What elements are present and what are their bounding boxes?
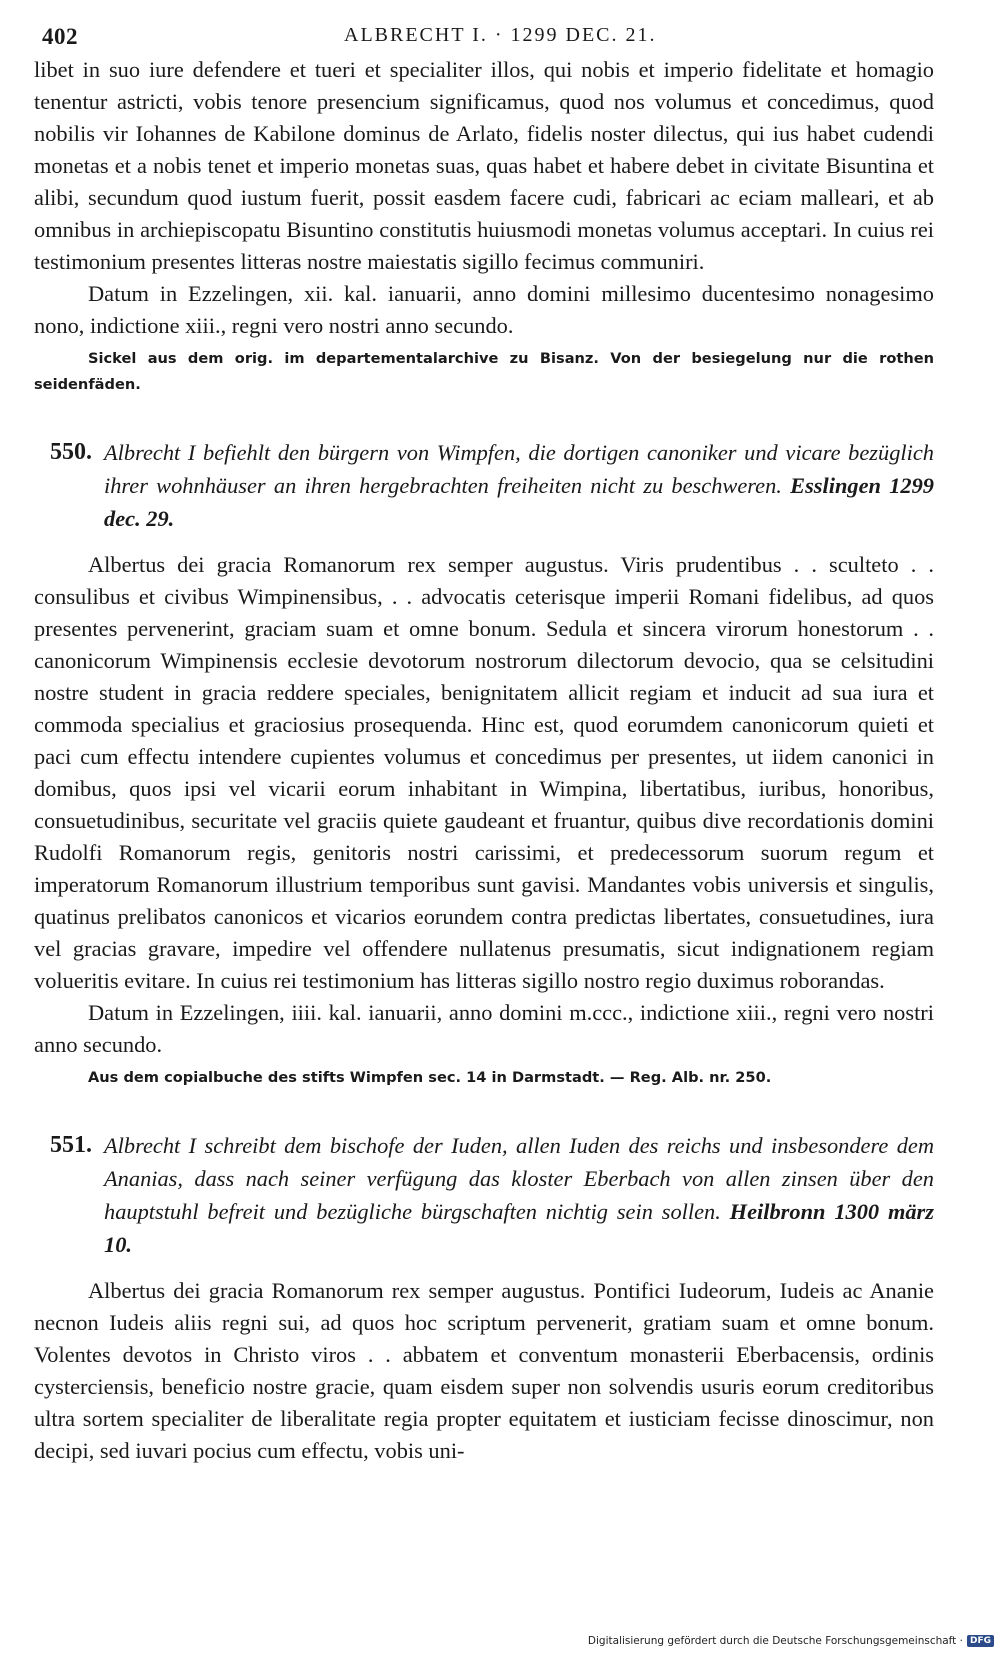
credit-text: Digitalisierung gefördert durch die Deutsche Forschungsgemeinschaft · [587, 1635, 963, 1647]
entry-place-date: Heilbronn 1300 märz 10. [104, 1199, 934, 1257]
page-number: 402 [42, 24, 78, 49]
entry-summary: Albrecht I schreibt dem bischofe der Iuden, allen Iuden des reichs und insbesondere dem Ananias, dass nach seiner verfügung das kloster Eberbach von allen zinsen über den hauptstuhl befreit und bezügliche bürgschaften nichtig sein sollen. [104, 1133, 934, 1224]
continued-text: libet in suo iure defendere et tueri et specialiter illos, qui nobis et imperio fidelitate et homagio tenentur astricti, vobis tenore presencium significamus, quod nos volumus et concedimus, quod nobilis vir Iohannes de Kabilone dominus de Arlato, fidelis noster dilectus, qui ius habet cudendi monetas et a nobis tenet et imperio monetas suas, quas habet et habere debet in civitate Bisuntina et alibi, secundum quod iustum fuerit, possit easdem facere cudi, fabricari ac eciam malleari, et ab omnibus in archiepiscopatu Bisuntino constitutis huiusmodi monetas volumus acceptari. In cuius rei testimonium presentes litteras nostre maiestatis sigillo fecimus communiri. [34, 57, 934, 274]
running-title: ALBRECHT I. · 1299 DEC. 21. [344, 24, 657, 46]
entry-heading-550 [34, 436, 934, 535]
entry-heading-551 [34, 1129, 934, 1261]
datum-line: Datum in Ezzelingen, xii. kal. ianuarii, anno domini millesimo ducentesimo nonagesimo nono, indictione xiii., regni vero nostri anno secundo. [34, 281, 934, 338]
datum-line: Datum in Ezzelingen, iiii. kal. ianuarii, anno domini m.ccc., indictione xiii., regni vero nostri anno secundo. [34, 1000, 934, 1057]
source-note: Aus dem copialbuche des stifts Wimpfen sec. 14 in Darmstadt. — Reg. Alb. nr. 250. [88, 1069, 772, 1086]
entry-summary: Albrecht I befiehlt den bürgern von Wimpfen, die dortigen canoniker und vicare bezüglich ihrer wohnhäuser an ihren hergebrachten freiheiten nicht zu beschweren. [104, 440, 934, 498]
running-head [34, 18, 934, 54]
entry-number: 550. [50, 439, 92, 465]
entry-place-date: Esslingen 1299 dec. 29. [104, 473, 934, 531]
source-note: Sickel aus dem orig. im departementalarchive zu Bisanz. Von der besiegelung nur die rothen seidenfäden. [34, 350, 934, 393]
entry-text: Albertus dei gracia Romanorum rex semper augustus. Viris prudentibus . . sculteto . . consulibus et civibus Wimpinensibus, . . advocatis ceterisque imperii Romani fidelibus, ad quos presentes pervenerint, graciam suam et omne bonum. Sedula et sincera virorum honestorum . . canonicorum Wimpinensis ecclesie devotorum nostrorum dilectorum devocio, qua se celsitudini nostre student in gracia reddere speciales, benignitatem allicit regiam et inducit ad sua iura et commoda specialius et graciosius prosequenda. Hinc est, quod eorumdem canonicorum quieti et paci cum effectu intendere cupientes volumus et concedimus per presentes, ut iidem canonici in domibus, quos ipsi vel vicarii eorum inhabitant in Wimpina, libertatibus, iuribus, honoribus, consuetudinibus, securitate vel graciis quiete gaudeant et fruantur, quibus dive recordationis domini Rudolfi Romanorum regis, genitoris nostri carissimi, et predecessorum suorum regum et imperatorum Romanorum illustrium temporibus sunt gavisi. Mandantes vobis universis et singulis, quatinus prelibatos canonicos et vicarios eorundem contra predictas libertates, consuetudines, iura vel gracias gravare, impedire vel offendere nullatenus presumatis, sicut indignationem regiam volueritis evitare. In cuius rei testimonium has litteras sigillo nostro regio duximus roborandas. [34, 552, 934, 993]
entry-number: 551. [50, 1132, 92, 1158]
dfg-logo: DFG [967, 1635, 994, 1647]
document-page [34, 18, 934, 1467]
entry-text: Albertus dei gracia Romanorum rex semper augustus. Pontifici Iudeorum, Iudeis ac Ananie necnon Iudeis aliis regni sui, ad quos hoc scriptum pervenerit, gratiam suam et omne bonum. Volentes devotos in Christo viros . . abbatem et conventum monasterii Eberbacensis, ordinis cysterciensis, beneficio nostre gracie, quam eisdem super non solvendis usuris eorum creditoribus ultra sortem specialiter de liberalitate regia propter equitatem et iusticiam fecisse dinoscimur, non decipi, sed iuvari pocius cum effectu, vobis uni- [34, 1278, 934, 1463]
digitization-credit [588, 1635, 994, 1647]
